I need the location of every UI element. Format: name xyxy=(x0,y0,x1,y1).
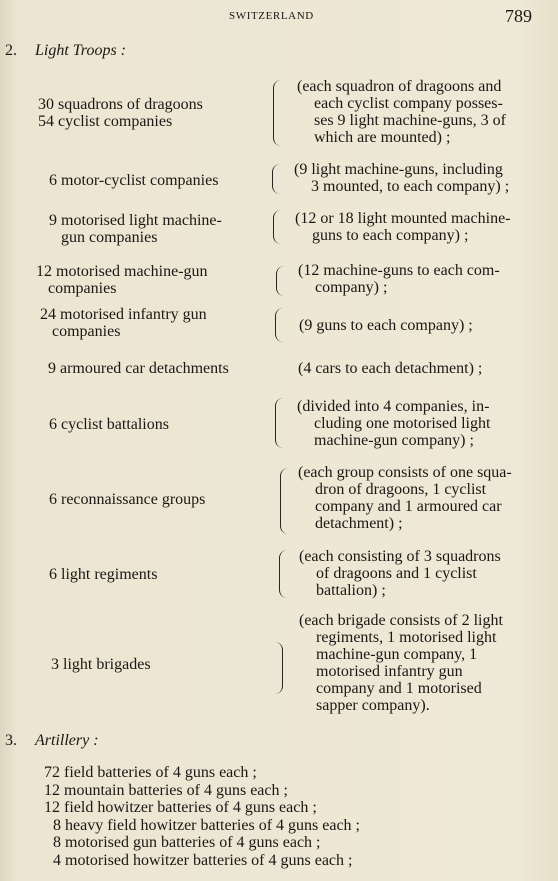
troop-note-line: sapper company). xyxy=(316,697,430,714)
troop-note-line: (divided into 4 companies, in- xyxy=(297,398,490,415)
troop-unit-line: 6 cyclist battalions xyxy=(49,416,169,433)
troop-unit-line: 6 motor-cyclist companies xyxy=(49,172,219,189)
troop-note-line: (each squadron of dragoons and xyxy=(297,78,502,95)
artillery-item: 4 motorised howitzer batteries of 4 guns each ; xyxy=(53,851,353,869)
troop-note-line: machine-gun company) ; xyxy=(314,432,474,449)
artillery-item: 12 mountain batteries of 4 guns each ; xyxy=(44,781,288,799)
troop-note-line: which are mounted) ; xyxy=(314,129,451,146)
artillery-item: 12 field howitzer batteries of 4 guns each ; xyxy=(44,799,317,816)
troop-unit-line: 30 squadrons of dragoons xyxy=(38,96,203,113)
section-heading-artillery xyxy=(5,732,99,750)
troop-unit xyxy=(49,491,277,508)
troop-note-line: company and 1 motorised xyxy=(316,680,482,697)
brace xyxy=(272,164,283,194)
troop-note-line: 3 mounted, to each company) ; xyxy=(311,178,510,195)
troop-unit xyxy=(49,416,277,433)
section-number: 2. xyxy=(5,42,17,59)
troop-note-line: (9 guns to each company) ; xyxy=(299,317,473,334)
troop-note-line: (each brigade consists of 2 light xyxy=(299,612,503,629)
troop-note-line: detachment) ; xyxy=(315,515,403,532)
troop-note-line: (4 cars to each detachment) ; xyxy=(298,360,483,377)
brace xyxy=(272,642,283,694)
troop-note-line: ses 9 light machine-guns, 3 of xyxy=(314,112,506,129)
section-number: 3. xyxy=(5,732,17,749)
artillery-list xyxy=(44,764,360,869)
troop-note-line: dron of dragoons, 1 cyclist xyxy=(315,481,487,498)
section-heading-light-troops xyxy=(5,42,126,60)
troop-note xyxy=(299,612,549,714)
troop-note-line: battalion) ; xyxy=(316,582,386,599)
troop-note-line: regiments, 1 motorised light xyxy=(316,629,497,646)
troop-note xyxy=(298,464,548,532)
troop-unit xyxy=(38,96,266,130)
troop-unit xyxy=(40,306,268,340)
section-title: Light Troops : xyxy=(35,42,126,59)
troop-note-line: company and 1 armoured car xyxy=(315,498,502,515)
troop-note xyxy=(298,262,548,296)
troop-note-line: company) ; xyxy=(315,279,388,296)
troop-note-line: each cyclist company posses- xyxy=(314,95,503,112)
troop-unit-line: gun companies xyxy=(61,229,158,246)
troop-note-line: (9 light machine-guns, including xyxy=(294,161,503,178)
troop-note xyxy=(299,548,549,599)
troop-unit-line: companies xyxy=(48,280,117,297)
artillery-item: 8 heavy field howitzer batteries of 4 guns each ; xyxy=(53,816,360,834)
troop-note-line: machine-gun company, 1 xyxy=(316,646,478,663)
troop-unit-line: companies xyxy=(52,323,121,340)
troop-unit xyxy=(49,172,277,189)
brace xyxy=(275,398,286,448)
troop-unit-line: 24 motorised infantry gun xyxy=(40,306,207,323)
brace xyxy=(276,266,287,296)
troop-note xyxy=(297,78,547,146)
brace xyxy=(273,210,284,244)
troop-unit-line: 9 motorised light machine- xyxy=(49,212,222,229)
troop-note xyxy=(297,398,547,449)
troop-unit-line: 12 motorised machine-gun xyxy=(36,263,208,280)
troop-note-line: motorised infantry gun xyxy=(316,663,463,680)
troop-unit-line: 3 light brigades xyxy=(51,656,151,673)
troop-note-line: (each consisting of 3 squadrons xyxy=(299,548,501,565)
troop-unit xyxy=(51,656,279,673)
troop-unit-line: 6 reconnaissance groups xyxy=(49,491,206,508)
troop-note-line: cluding one motorised light xyxy=(314,415,491,432)
troop-unit-line: 54 cyclist companies xyxy=(38,113,173,130)
page-number: 789 xyxy=(505,6,532,26)
troop-note xyxy=(294,161,544,195)
artillery-item: 72 field batteries of 4 guns each ; xyxy=(44,764,257,781)
troop-note-line: of dragoons and 1 cyclist xyxy=(316,565,477,582)
troop-unit xyxy=(36,263,264,297)
troop-note xyxy=(295,210,545,244)
troop-note xyxy=(299,317,549,334)
running-head: SWITZERLAND xyxy=(229,10,314,22)
brace xyxy=(273,80,284,146)
troop-unit-line: 9 armoured car detachments xyxy=(48,360,229,377)
troop-unit-line: 6 light regiments xyxy=(49,566,158,583)
artillery-item: 8 motorised gun batteries of 4 guns each ; xyxy=(53,834,321,851)
troop-note-line: (each group consists of one squa- xyxy=(298,464,512,481)
troop-unit xyxy=(49,566,277,583)
troop-note-line: guns to each company) ; xyxy=(312,227,469,244)
brace xyxy=(280,468,291,534)
troop-note xyxy=(298,360,548,377)
troop-unit xyxy=(48,360,276,377)
troop-note-line: (12 or 18 light mounted machine- xyxy=(295,210,511,227)
section-title: Artillery : xyxy=(35,732,99,749)
troop-note-line: (12 machine-guns to each com- xyxy=(298,262,500,279)
brace xyxy=(279,550,290,598)
troop-unit xyxy=(49,212,277,246)
brace xyxy=(275,308,286,342)
